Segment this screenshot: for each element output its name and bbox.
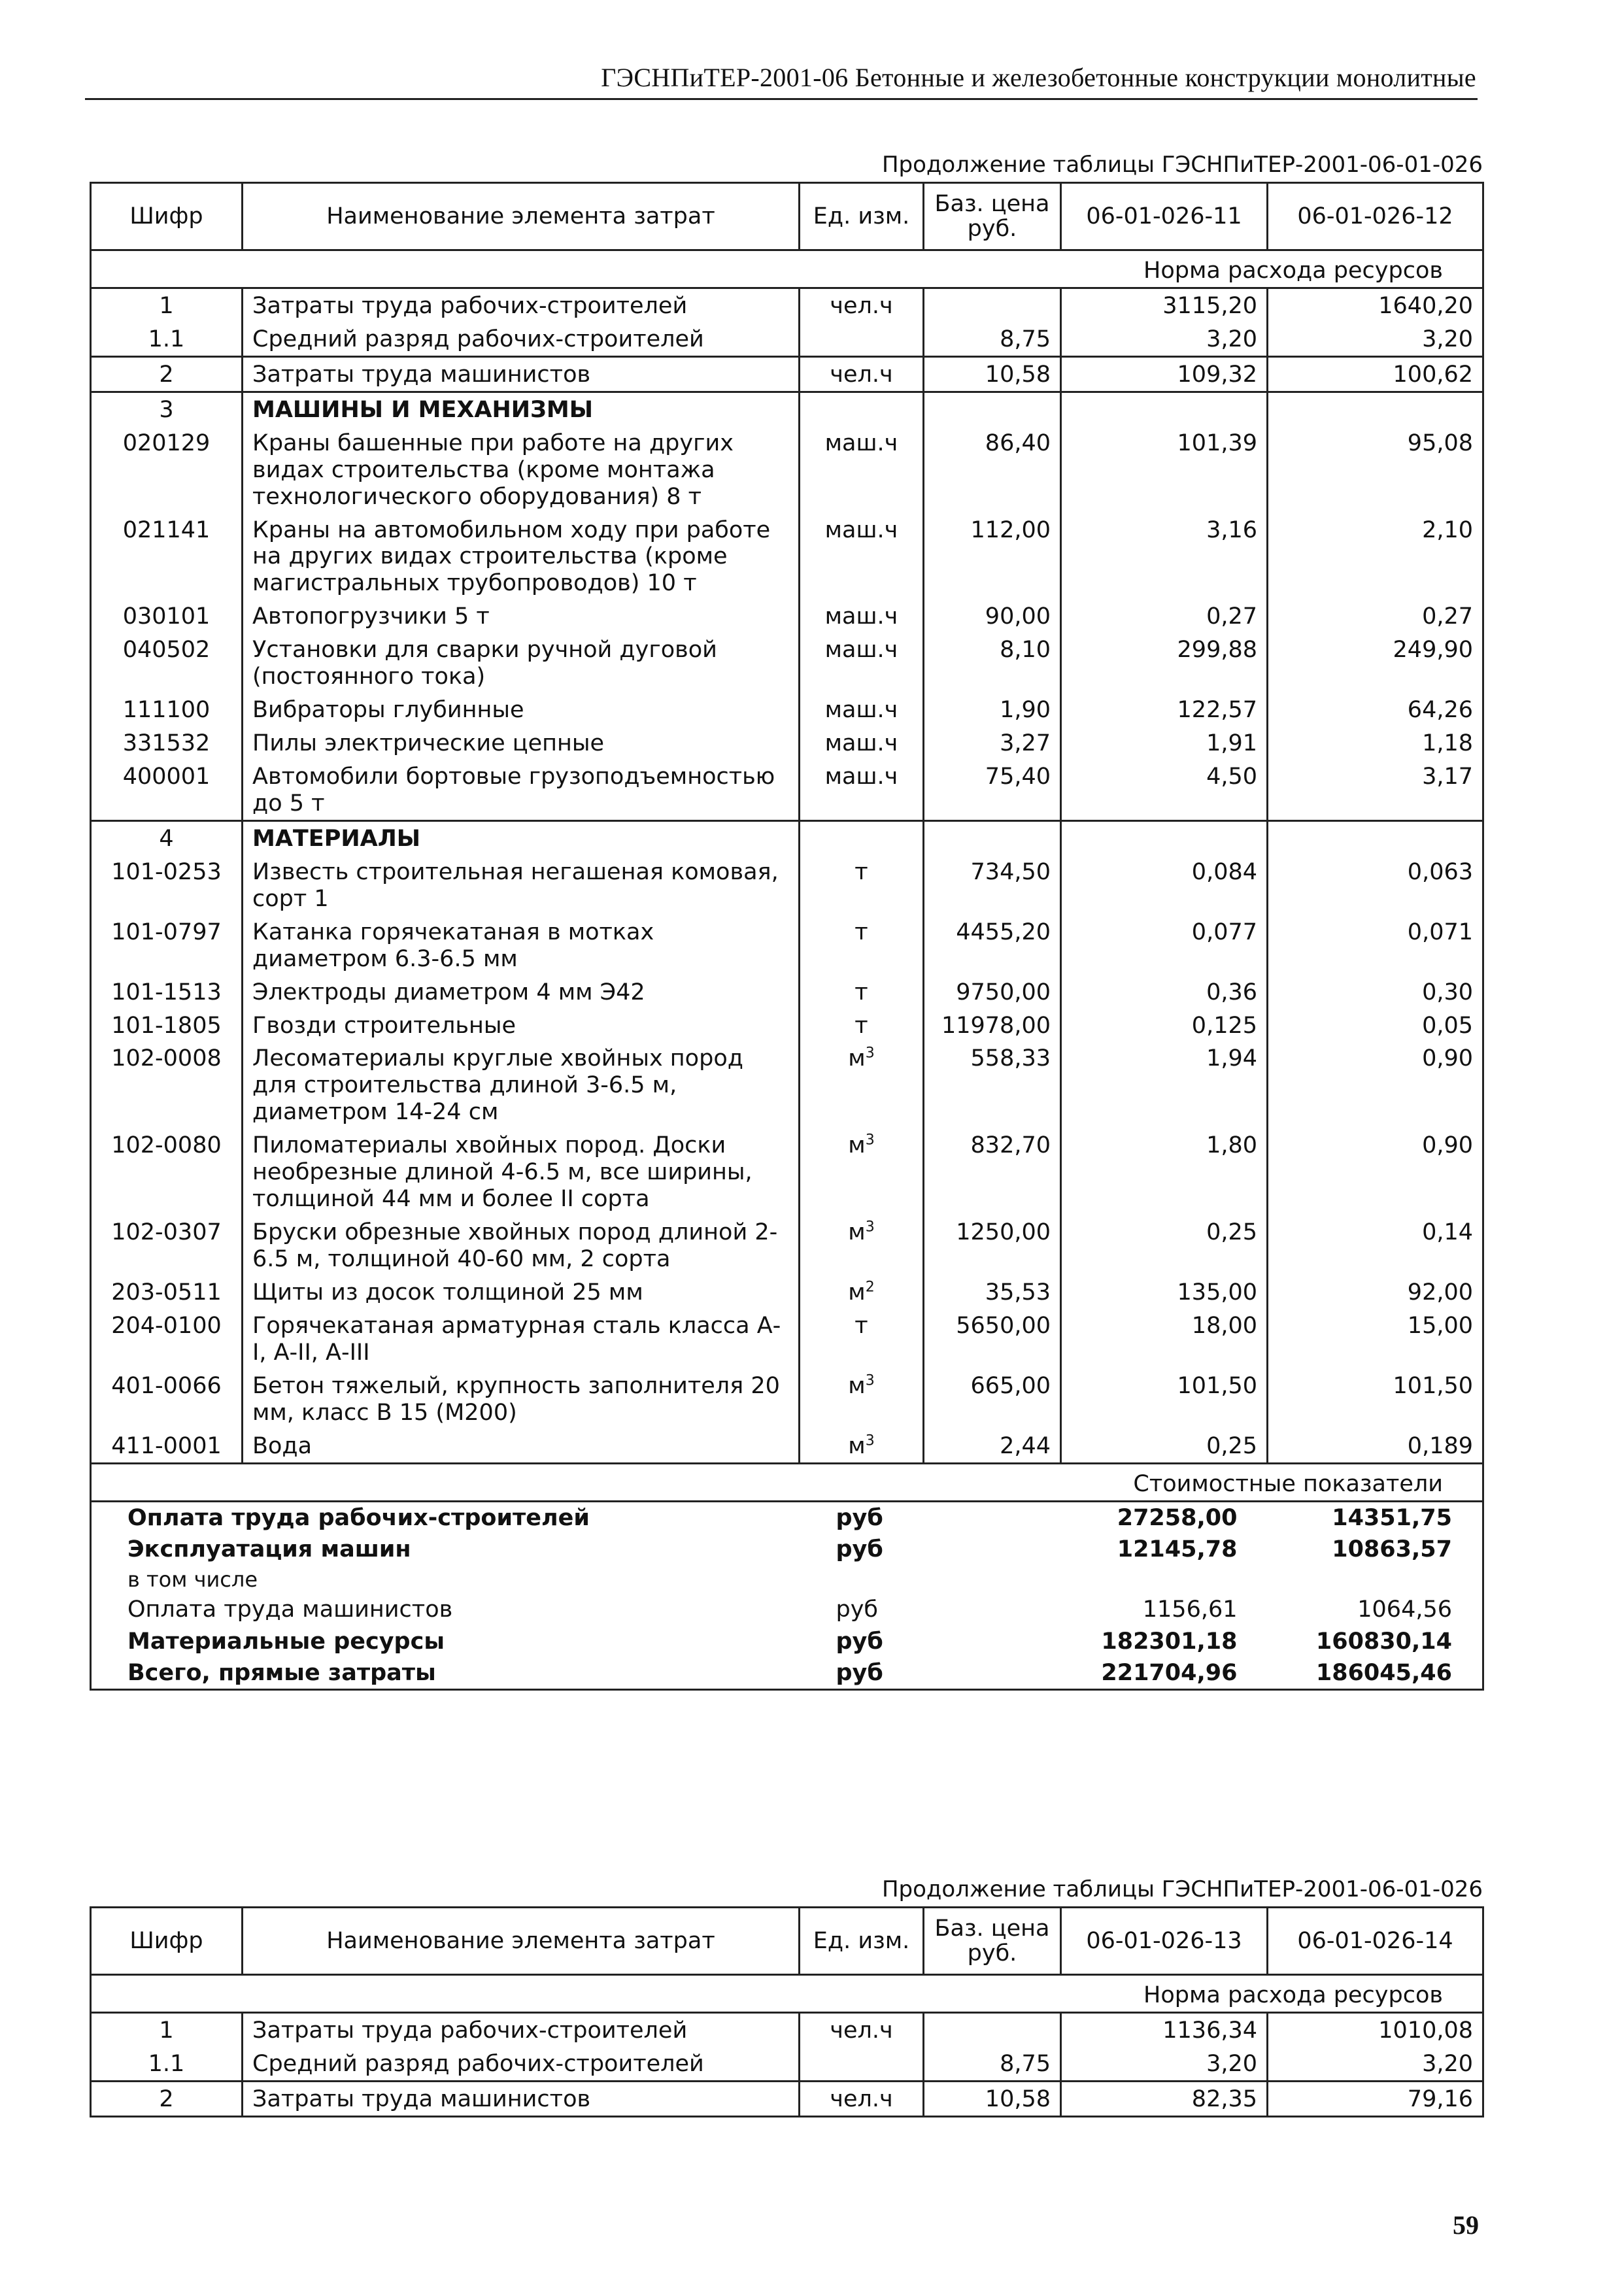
table-row (91, 1215, 1483, 1275)
row-unit (800, 322, 924, 356)
row-value-2 (1268, 392, 1483, 426)
row-price (924, 820, 1061, 854)
row-unit (800, 726, 924, 760)
row-unit (800, 693, 924, 726)
row-value-1: 1,94 (1061, 1041, 1268, 1128)
resource-table-2 (90, 1906, 1484, 2117)
row-name: Затраты труда машинистов (243, 2081, 800, 2116)
row-value-2: 101,50 (1268, 1369, 1483, 1429)
row-unit-text: т (854, 1012, 868, 1039)
row-unit-exponent: 3 (865, 1219, 875, 1236)
row-unit-text: т (854, 858, 868, 885)
table-row (91, 426, 1483, 513)
row-unit-text: м (848, 1219, 866, 1246)
row-name: Пилы электрические цепные (243, 726, 800, 760)
row-name: Автопогрузчики 5 т (243, 599, 800, 633)
row-name: Лесоматериалы круглые хвойных пород для строительства длиной 3-6.5 м, диаметром 14-24 см (243, 1041, 800, 1128)
table-row (91, 820, 1483, 854)
table-row (91, 513, 1483, 600)
cost-price (924, 1565, 1061, 1594)
row-value-2 (1268, 820, 1483, 854)
cost-unit: руб (836, 1628, 883, 1655)
row-code: 020129 (91, 426, 243, 513)
row-value-2: 0,071 (1268, 915, 1483, 975)
col-v1-header: 06-01-026-11 (1061, 183, 1268, 250)
row-unit-exponent: 3 (865, 1432, 875, 1449)
row-price: 665,00 (924, 1369, 1061, 1429)
row-value-2: 0,30 (1268, 975, 1483, 1009)
row-name: Щиты из досок толщиной 25 мм (243, 1275, 800, 1309)
row-unit (800, 760, 924, 820)
row-price: 10,58 (924, 2081, 1061, 2116)
row-unit (800, 2081, 924, 2116)
page-number: 59 (1453, 2210, 1479, 2240)
table-row (91, 1275, 1483, 1309)
table-row (91, 392, 1483, 426)
table2-caption: Продолжение таблицы ГЭСНПиТЕР-2001-06-01-026 (881, 1876, 1483, 1902)
row-unit (800, 599, 924, 633)
row-unit-text: м (848, 1432, 866, 1459)
table-row (91, 322, 1483, 356)
row-code: 1 (91, 288, 243, 322)
row-name: Автомобили бортовые грузоподъемностью до 5 т (243, 760, 800, 820)
row-value-2: 1010,08 (1268, 2012, 1483, 2046)
cost-price (924, 1501, 1061, 1534)
row-value-1: 122,57 (1061, 693, 1268, 726)
row-value-1: 1,91 (1061, 726, 1268, 760)
cost-unit: руб (836, 1536, 883, 1562)
row-name: Средний разряд рабочих-строителей (243, 2047, 800, 2081)
cost-row (91, 1534, 1483, 1565)
row-price: 3,27 (924, 726, 1061, 760)
row-value-1: 0,125 (1061, 1009, 1268, 1042)
row-value-1: 3,20 (1061, 2047, 1268, 2081)
row-price: 1250,00 (924, 1215, 1061, 1275)
row-value-2: 0,05 (1268, 1009, 1483, 1042)
cost-value-1: 12145,78 (1117, 1536, 1238, 1562)
row-price: 2,44 (924, 1429, 1061, 1463)
row-name: Бруски обрезные хвойных пород длиной 2-6.5 м, толщиной 40-60 мм, 2 сорта (243, 1215, 800, 1275)
row-code: 102-0080 (91, 1128, 243, 1215)
row-code: 101-1805 (91, 1009, 243, 1042)
row-code: 411-0001 (91, 1429, 243, 1463)
row-unit (800, 2012, 924, 2046)
cost-label: Стоимостные показатели (91, 1463, 1483, 1501)
cost-value-1: 221704,96 (1061, 1657, 1268, 1690)
row-name: Краны башенные при работе на других видах строительства (кроме монтажа технологического оборудования) 8 т (243, 426, 800, 513)
row-price: 112,00 (924, 513, 1061, 600)
row-unit (800, 2047, 924, 2081)
col-v2-header: 06-01-026-14 (1268, 1908, 1483, 1975)
col-v2-header: 06-01-026-12 (1268, 183, 1483, 250)
row-price: 4455,20 (924, 915, 1061, 975)
cost-label: в том числе (91, 1565, 800, 1594)
row-name: МАШИНЫ И МЕХАНИЗМЫ (243, 392, 800, 426)
row-value-2: 3,20 (1268, 2047, 1483, 2081)
cost-unit: руб (836, 1504, 883, 1531)
row-value-2: 0,14 (1268, 1215, 1483, 1275)
row-name: Затраты труда машинистов (243, 356, 800, 392)
row-price (924, 288, 1061, 322)
row-price: 90,00 (924, 599, 1061, 633)
table-row (91, 599, 1483, 633)
cost-label: Оплата труда машинистов (91, 1594, 800, 1625)
row-value-1: 1136,34 (1061, 2012, 1268, 2046)
row-value-1: 4,50 (1061, 760, 1268, 820)
row-code: 1.1 (91, 2047, 243, 2081)
row-value-2: 1640,20 (1268, 288, 1483, 322)
row-code: 1.1 (91, 322, 243, 356)
cost-row (91, 1657, 1483, 1690)
cost-row (91, 1501, 1483, 1534)
row-unit (800, 1309, 924, 1369)
row-value-1: 0,25 (1061, 1429, 1268, 1463)
row-unit-text: чел.ч (830, 2085, 893, 2112)
row-unit (800, 1009, 924, 1042)
row-name: Известь строительная негашеная комовая, сорт 1 (243, 855, 800, 915)
cost-price (924, 1534, 1061, 1565)
table-row (91, 1309, 1483, 1369)
row-name: Горячекатаная арматурная сталь класса А-I, А-II, А-III (243, 1309, 800, 1369)
row-price: 734,50 (924, 855, 1061, 915)
norm-label: Норма расхода ресурсов (91, 1975, 1483, 2013)
row-price: 558,33 (924, 1041, 1061, 1128)
row-code: 4 (91, 820, 243, 854)
row-code: 101-1513 (91, 975, 243, 1009)
row-price: 8,75 (924, 2047, 1061, 2081)
row-unit (800, 855, 924, 915)
row-code: 400001 (91, 760, 243, 820)
col-name-header: Наименование элемента затрат (243, 183, 800, 250)
row-code: 1 (91, 2012, 243, 2046)
table2-body (91, 1975, 1483, 2117)
row-value-1: 18,00 (1061, 1309, 1268, 1369)
row-value-1 (1061, 392, 1268, 426)
table-row (91, 760, 1483, 820)
cost-label-row (91, 1463, 1483, 1501)
row-unit-exponent: 3 (865, 1045, 875, 1062)
row-unit-text: м (848, 1045, 866, 1072)
row-price (924, 2012, 1061, 2046)
row-name: Краны на автомобильном ходу при работе на других видах строительства (кроме магистральных трубопроводов) 10 т (243, 513, 800, 600)
col-code-header: Шифр (91, 183, 243, 250)
table-row (91, 2012, 1483, 2046)
cost-value-1: 182301,18 (1101, 1628, 1238, 1655)
cost-unit: руб (836, 1596, 879, 1623)
row-unit (800, 288, 924, 322)
row-name: Бетон тяжелый, крупность заполнителя 20 мм, класс В 15 (М200) (243, 1369, 800, 1429)
cost-label: Материальные ресурсы (91, 1626, 800, 1657)
row-price: 832,70 (924, 1128, 1061, 1215)
row-value-1: 0,25 (1061, 1215, 1268, 1275)
table-row (91, 975, 1483, 1009)
row-name: Затраты труда рабочих-строителей (243, 2012, 800, 2046)
table-row (91, 1128, 1483, 1215)
cost-value-1: 1156,61 (1142, 1596, 1238, 1623)
row-unit-text: маш.ч (824, 516, 898, 543)
row-value-2: 92,00 (1268, 1275, 1483, 1309)
cost-price (924, 1594, 1061, 1625)
row-price: 5650,00 (924, 1309, 1061, 1369)
row-unit (800, 820, 924, 854)
row-code: 111100 (91, 693, 243, 726)
table-row (91, 855, 1483, 915)
row-name: Затраты труда рабочих-строителей (243, 288, 800, 322)
row-value-2: 0,90 (1268, 1041, 1483, 1128)
row-unit (800, 1429, 924, 1463)
col-code-header: Шифр (91, 1908, 243, 1975)
row-value-2: 0,189 (1268, 1429, 1483, 1463)
row-unit-text: маш.ч (824, 637, 898, 664)
cost-unit: руб (800, 1657, 924, 1690)
row-value-1: 3,20 (1061, 322, 1268, 356)
row-value-2: 3,20 (1268, 322, 1483, 356)
row-code: 101-0253 (91, 855, 243, 915)
row-value-1: 101,39 (1061, 426, 1268, 513)
row-value-2: 0,90 (1268, 1128, 1483, 1215)
row-value-1: 101,50 (1061, 1369, 1268, 1429)
row-unit (800, 392, 924, 426)
cost-value-1 (1061, 1565, 1268, 1594)
col-unit-header: Ед. изм. (800, 1908, 924, 1975)
table-row (91, 1429, 1483, 1463)
table1-body (91, 250, 1483, 1464)
table-row (91, 915, 1483, 975)
row-price: 35,53 (924, 1275, 1061, 1309)
row-price: 1,90 (924, 693, 1061, 726)
row-unit (800, 1215, 924, 1275)
row-name: Вибраторы глубинные (243, 693, 800, 726)
row-unit-text: т (854, 979, 868, 1005)
row-value-1: 0,084 (1061, 855, 1268, 915)
row-name: Катанка горячекатаная в мотках диаметром 6.3-6.5 мм (243, 915, 800, 975)
row-code: 331532 (91, 726, 243, 760)
cost-price (924, 1657, 1061, 1690)
row-unit (800, 633, 924, 693)
row-unit-text: маш.ч (824, 430, 898, 456)
row-value-1: 3115,20 (1061, 288, 1268, 322)
table-row (91, 288, 1483, 322)
row-price: 86,40 (924, 426, 1061, 513)
cost-value-1: 27258,00 (1117, 1504, 1238, 1531)
row-unit-text: чел.ч (830, 361, 893, 388)
row-name: Средний разряд рабочих-строителей (243, 322, 800, 356)
col-price-header: Баз. цена руб. (924, 183, 1061, 250)
row-name: Установки для сварки ручной дуговой (постоянного тока) (243, 633, 800, 693)
cost-value-2: 10863,57 (1268, 1534, 1483, 1565)
row-unit (800, 426, 924, 513)
table1-costs (91, 1463, 1483, 1690)
row-unit (800, 915, 924, 975)
row-value-2: 249,90 (1268, 633, 1483, 693)
row-code: 021141 (91, 513, 243, 600)
row-unit (800, 356, 924, 392)
row-value-2: 1,18 (1268, 726, 1483, 760)
page-header (85, 52, 1478, 100)
row-value-2: 2,10 (1268, 513, 1483, 600)
row-name: Пиломатериалы хвойных пород. Доски необрезные длиной 4-6.5 м, все ширины, толщиной 44 мм и более II сорта (243, 1128, 800, 1215)
table-row (91, 2047, 1483, 2081)
row-value-1: 82,35 (1061, 2081, 1268, 2116)
row-code: 2 (91, 2081, 243, 2116)
norm-label: Норма расхода ресурсов (91, 250, 1483, 288)
cost-label: Эксплуатация машин (91, 1534, 800, 1565)
row-code: 102-0008 (91, 1041, 243, 1128)
row-unit (800, 513, 924, 600)
row-unit-text: м (848, 1132, 866, 1159)
cost-price (924, 1626, 1061, 1657)
row-name: Гвозди строительные (243, 1009, 800, 1042)
col-unit-header: Ед. изм. (800, 183, 924, 250)
row-unit-text: м (848, 1372, 866, 1399)
cost-unit (800, 1565, 924, 1594)
row-code: 203-0511 (91, 1275, 243, 1309)
row-price: 11978,00 (924, 1009, 1061, 1042)
row-unit-text: маш.ч (824, 603, 898, 630)
row-code: 030101 (91, 599, 243, 633)
row-value-1: 0,36 (1061, 975, 1268, 1009)
row-unit-text: чел.ч (830, 2017, 893, 2044)
col-name-header: Наименование элемента затрат (243, 1908, 800, 1975)
table-row (91, 1009, 1483, 1042)
row-code: 204-0100 (91, 1309, 243, 1369)
row-value-1: 0,27 (1061, 599, 1268, 633)
cost-row (91, 1626, 1483, 1657)
row-unit-text: чел.ч (830, 292, 893, 319)
page-header-title: ГЭСНПиТЕР-2001-06 Бетонные и железобетонные конструкции монолитные (601, 63, 1476, 92)
table-row (91, 2081, 1483, 2116)
table-row (91, 1041, 1483, 1128)
norm-label-row (91, 250, 1483, 288)
row-name: Вода (243, 1429, 800, 1463)
resource-table-1 (90, 182, 1484, 1691)
row-unit-exponent: 2 (865, 1279, 875, 1296)
row-unit-text: маш.ч (824, 764, 898, 790)
row-price: 10,58 (924, 356, 1061, 392)
row-unit-exponent: 3 (865, 1132, 875, 1149)
row-price (924, 392, 1061, 426)
table-row (91, 633, 1483, 693)
row-unit-text: т (854, 919, 868, 945)
cost-label: Всего, прямые затраты (91, 1657, 800, 1690)
row-unit (800, 1369, 924, 1429)
row-value-2: 79,16 (1268, 2081, 1483, 2116)
row-code: 3 (91, 392, 243, 426)
row-unit (800, 1275, 924, 1309)
cost-row (91, 1594, 1483, 1625)
row-name: МАТЕРИАЛЫ (243, 820, 800, 854)
row-value-2: 0,27 (1268, 599, 1483, 633)
row-code: 2 (91, 356, 243, 392)
row-unit (800, 975, 924, 1009)
row-unit-text: маш.ч (824, 730, 898, 757)
row-price: 8,75 (924, 322, 1061, 356)
row-unit-text: маш.ч (824, 697, 898, 724)
table1-header-row (91, 183, 1483, 250)
cost-value-2: 14351,75 (1268, 1501, 1483, 1534)
row-value-2: 0,063 (1268, 855, 1483, 915)
cost-row (91, 1565, 1483, 1594)
row-price: 75,40 (924, 760, 1061, 820)
row-value-2: 64,26 (1268, 693, 1483, 726)
row-value-1: 109,32 (1061, 356, 1268, 392)
cost-value-2: 160830,14 (1268, 1626, 1483, 1657)
row-unit-exponent: 3 (865, 1372, 875, 1389)
cost-value-2 (1268, 1565, 1483, 1594)
col-price-header: Баз. цена руб. (924, 1908, 1061, 1975)
row-value-2: 15,00 (1268, 1309, 1483, 1369)
row-price: 9750,00 (924, 975, 1061, 1009)
row-value-1: 3,16 (1061, 513, 1268, 600)
table1-caption: Продолжение таблицы ГЭСНПиТЕР-2001-06-01-026 (881, 152, 1483, 178)
row-value-1 (1061, 820, 1268, 854)
row-code: 401-0066 (91, 1369, 243, 1429)
row-unit-text: т (854, 1312, 868, 1339)
col-v1-header: 06-01-026-13 (1061, 1908, 1268, 1975)
table2-header-row (91, 1908, 1483, 1975)
table-row (91, 693, 1483, 726)
cost-label: Оплата труда рабочих-строителей (91, 1501, 800, 1534)
row-value-1: 135,00 (1061, 1275, 1268, 1309)
row-name: Электроды диаметром 4 мм Э42 (243, 975, 800, 1009)
row-value-1: 1,80 (1061, 1128, 1268, 1215)
table-row (91, 726, 1483, 760)
row-price: 8,10 (924, 633, 1061, 693)
row-code: 040502 (91, 633, 243, 693)
cost-value-2: 186045,46 (1268, 1657, 1483, 1690)
row-value-1: 0,077 (1061, 915, 1268, 975)
table-row (91, 356, 1483, 392)
row-code: 102-0307 (91, 1215, 243, 1275)
row-value-2: 95,08 (1268, 426, 1483, 513)
row-unit-text: м (848, 1279, 866, 1306)
row-value-2: 100,62 (1268, 356, 1483, 392)
row-unit (800, 1041, 924, 1128)
table-row (91, 1369, 1483, 1429)
norm-label-row (91, 1975, 1483, 2013)
row-code: 101-0797 (91, 915, 243, 975)
cost-value-2: 1064,56 (1268, 1594, 1483, 1625)
row-unit (800, 1128, 924, 1215)
row-value-1: 299,88 (1061, 633, 1268, 693)
row-value-2: 3,17 (1268, 760, 1483, 820)
